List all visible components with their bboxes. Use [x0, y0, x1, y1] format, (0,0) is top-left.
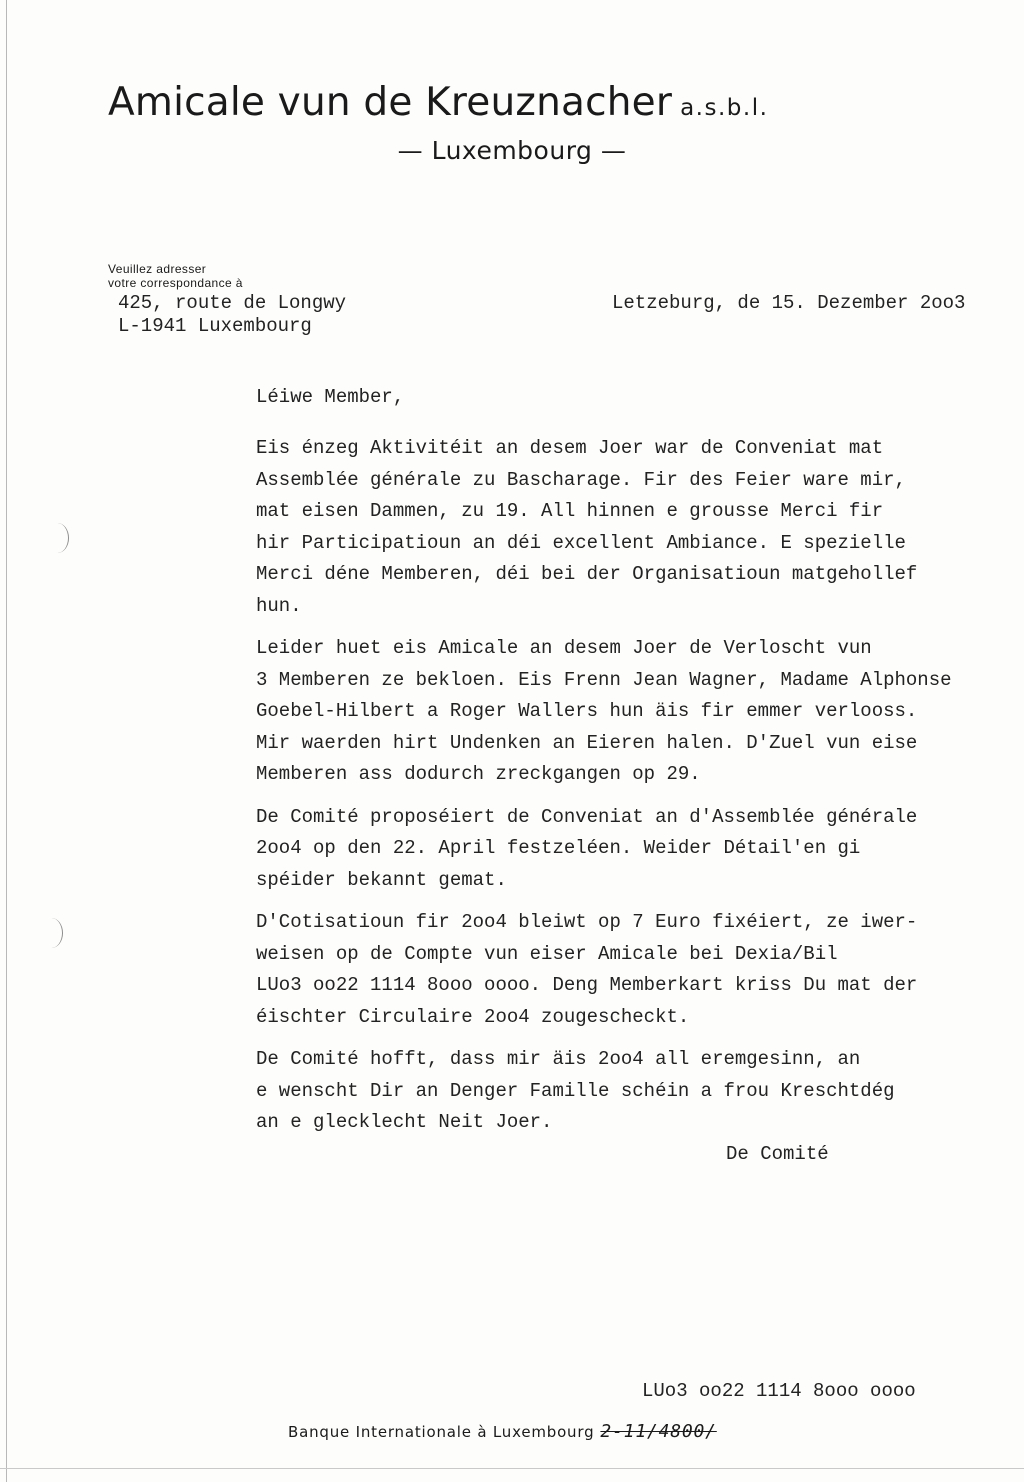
body-paragraph	[256, 802, 1016, 897]
body-line: D'Cotisatioun fir 2oo4 bleiwt op 7 Euro fixéiert, ze iwer-	[256, 911, 918, 933]
legal-form: a.s.b.l.	[680, 95, 769, 121]
letterhead-title	[108, 80, 768, 125]
letterhead-subtitle: — Luxembourg —	[397, 136, 627, 165]
body-line: Goebel-Hilbert a Roger Wallers hun äis fir emmer verlooss.	[256, 700, 918, 722]
date-line: Letzeburg, de 15. Dezember 2oo3	[612, 292, 966, 314]
body-line: hir Participatioun an déi excellent Ambiance. E spezielle	[256, 531, 906, 554]
sender-street: 425, route de Longwy	[118, 292, 347, 314]
body-paragraph	[256, 1044, 1016, 1139]
body-line: Memberen ass dodurch zreckgangen op 29.	[256, 763, 701, 785]
address-note-line: Veuillez adresser	[108, 262, 207, 276]
organization-name: Amicale vun de Kreuznacher	[108, 80, 673, 125]
punch-hole-mark	[46, 523, 69, 553]
footer-account-number: LUo3 oo22 1114 8ooo oooo	[642, 1380, 916, 1402]
body-line: hun.	[256, 594, 302, 617]
footer-bank-line	[288, 1421, 717, 1442]
body-line: LUo3 oo22 1114 8ooo oooo. Deng Memberkart kriss Du mat der	[256, 974, 918, 996]
body-line: éischter Circulaire 2oo4 zougescheckt.	[256, 1005, 690, 1028]
scan-edge-left	[6, 0, 7, 1482]
body-line: weisen op de Compte vun eiser Amicale bei Dexia/Bil	[256, 942, 838, 965]
closing-signature: De Comité	[726, 1143, 829, 1165]
body-paragraph	[256, 433, 1016, 622]
punch-hole-mark	[40, 918, 63, 948]
address-note	[108, 262, 243, 290]
sender-city: L-1941 Luxembourg	[118, 315, 312, 337]
address-note-line: votre correspondance à	[108, 276, 243, 290]
body-line: Assemblée générale zu Bascharage. Fir des Feier ware mir,	[256, 468, 906, 491]
body-line: an e glecklecht Neit Joer.	[256, 1111, 553, 1133]
footer-crossed-account: 2-11/4800/	[600, 1421, 717, 1442]
body-line: Leider huet eis Amicale an desem Joer de Verloscht vun	[256, 637, 872, 659]
sender-address	[118, 292, 346, 338]
body-paragraph	[256, 633, 1016, 791]
body-line: mat eisen Dammen, zu 19. All hinnen e grousse Merci fir	[256, 500, 884, 522]
body-line: Merci déne Memberen, déi bei der Organisatioun matgehollef	[256, 563, 918, 585]
body-line: e wenscht Dir an Denger Famille schéin a frou Kreschtdég	[256, 1079, 895, 1102]
body-line: spéider bekannt gemat.	[256, 868, 507, 891]
body-line: De Comité proposéiert de Conveniat an d'Assemblée générale	[256, 805, 918, 828]
body-line: Mir waerden hirt Undenken an Eieren halen. D'Zuel vun eise	[256, 731, 918, 754]
body-paragraph	[256, 907, 1016, 1033]
scan-edge-bottom	[0, 1468, 1024, 1469]
body-line: Eis énzeg Aktivitéit an desem Joer war de Conveniat mat	[256, 437, 884, 459]
salutation: Léiwe Member,	[256, 386, 405, 408]
letter-body	[256, 385, 1016, 1150]
body-line: De Comité hofft, dass mir äis 2oo4 all eremgesinn, an	[256, 1048, 861, 1070]
body-line: 3 Memberen ze bekloen. Eis Frenn Jean Wagner, Madame Alphonse	[256, 668, 952, 691]
body-line: 2oo4 op den 22. April festzeléen. Weider Détail'en gi	[256, 837, 861, 859]
footer-bank-name: Banque Internationale à Luxembourg	[288, 1423, 595, 1441]
